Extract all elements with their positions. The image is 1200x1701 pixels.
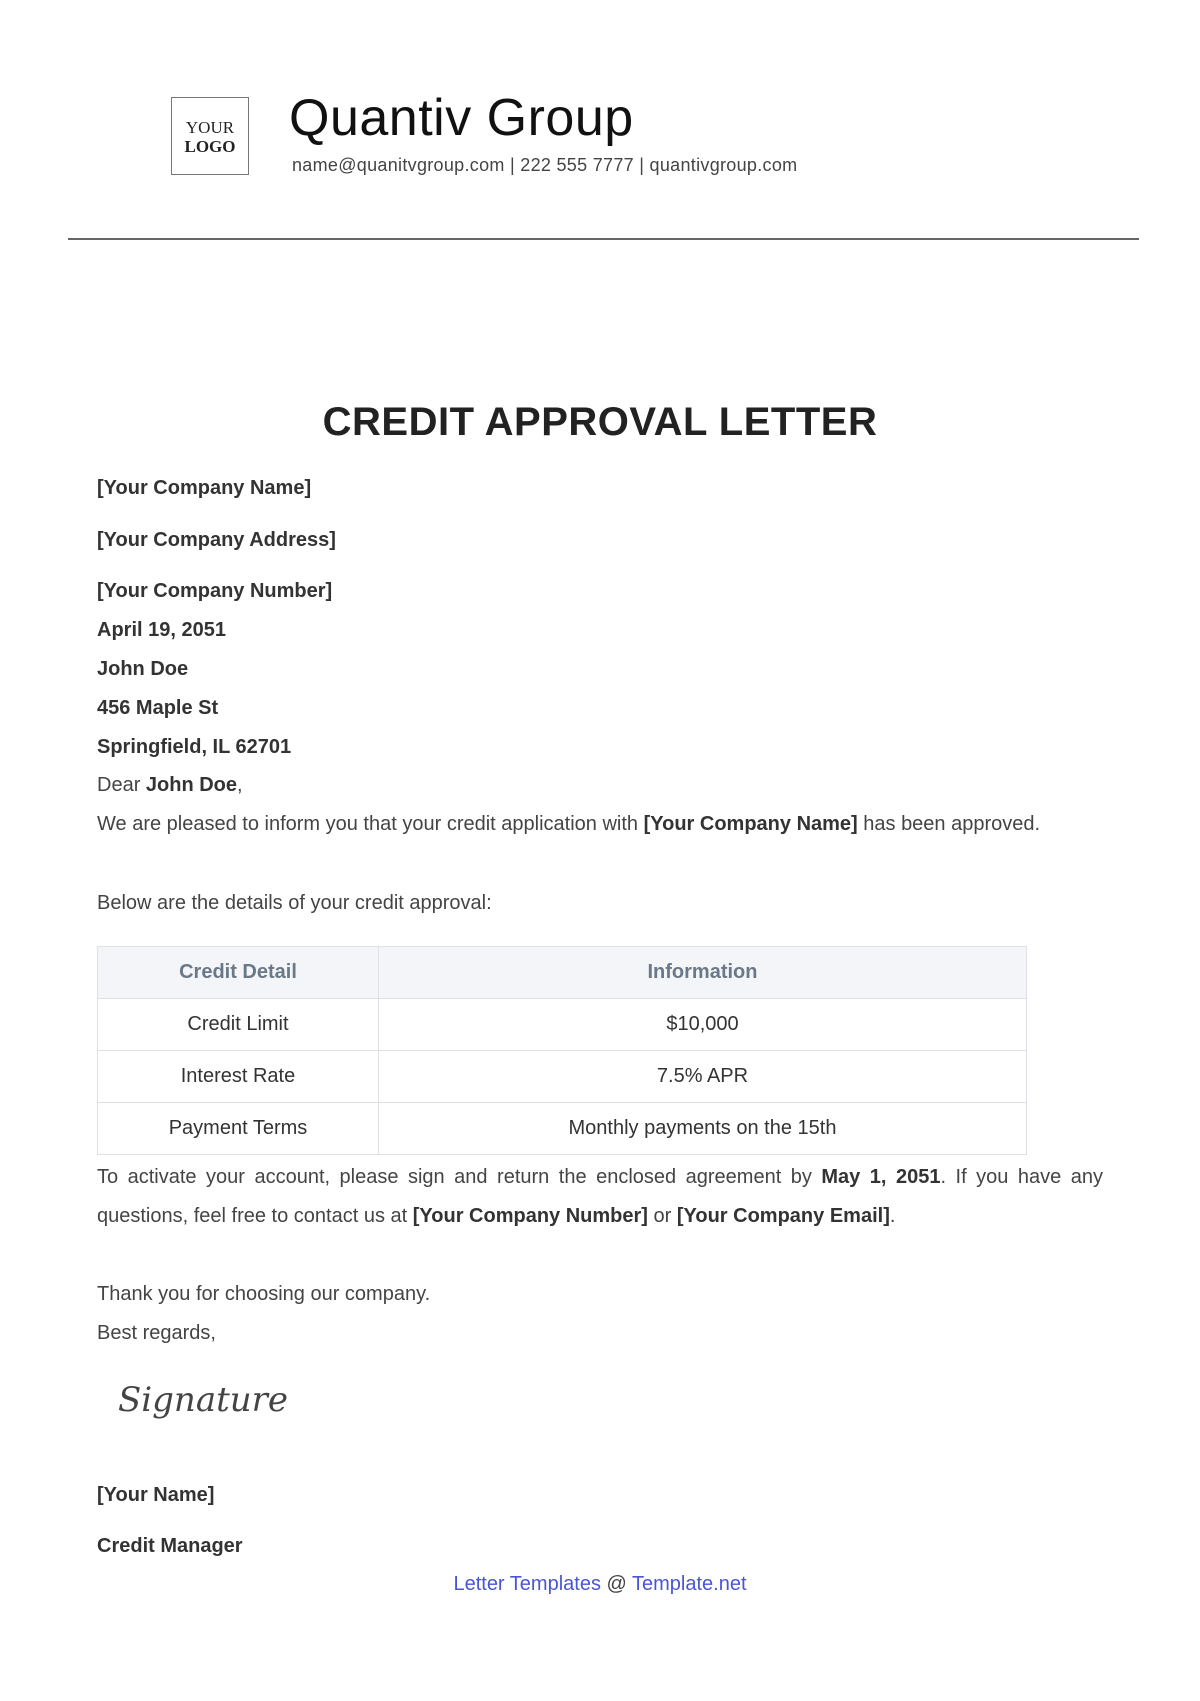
footer-separator: @: [600, 1573, 633, 1595]
company-logo: [171, 97, 249, 175]
sender-name: [Your Company Name]: [97, 477, 312, 499]
table-cell: $10,000: [379, 999, 1027, 1051]
activation-paragraph: To activate your account, please sign and return the enclosed agreement by May 1, 2051. If you have any questions, feel free to contact us at [Your Company Number] or [Your Company Email].: [97, 1166, 1103, 1227]
thanks-line: Thank you for choosing our company.: [97, 1283, 431, 1305]
sender-number: [Your Company Number]: [97, 580, 333, 602]
table-cell: Credit Limit: [98, 999, 379, 1051]
sender-address: [Your Company Address]: [97, 529, 336, 551]
template-net-link[interactable]: Template.net: [632, 1573, 747, 1595]
table-cell: Monthly payments on the 15th: [379, 1103, 1027, 1155]
closing-line: Best regards,: [97, 1322, 216, 1344]
column-header: Information: [379, 947, 1027, 999]
logo-line-2: LOGO: [184, 137, 236, 156]
salutation: Dear John Doe,: [97, 774, 243, 796]
footer: [0, 1573, 1200, 1596]
signature-image: Signature: [118, 1380, 289, 1420]
company-name: Quantiv Group: [289, 89, 634, 147]
table-cell: Payment Terms: [98, 1103, 379, 1155]
signer-name: [Your Name]: [97, 1484, 215, 1506]
table-header-row: [98, 947, 1027, 999]
logo-line-1: YOUR: [185, 118, 235, 137]
signer-role: Credit Manager: [97, 1535, 243, 1557]
details-intro: Below are the details of your credit approval:: [97, 892, 492, 914]
credit-details-table: [97, 946, 1027, 1155]
recipient-street: 456 Maple St: [97, 697, 219, 719]
letter-title: CREDIT APPROVAL LETTER: [322, 400, 878, 444]
recipient-name: John Doe: [97, 658, 189, 680]
recipient-city: Springfield, IL 62701: [97, 736, 292, 758]
table-row: [98, 1051, 1027, 1103]
company-contact: name@quanitvgroup.com | 222 555 7777 | quantivgroup.com: [292, 155, 798, 175]
table-cell: Interest Rate: [98, 1051, 379, 1103]
letter-date: April 19, 2051: [97, 619, 226, 641]
letter-templates-link[interactable]: Letter Templates: [453, 1573, 601, 1595]
approval-paragraph: We are pleased to inform you that your credit application with [Your Company Name] has been approved.: [97, 813, 1041, 835]
table-row: [98, 1103, 1027, 1155]
header-divider: [68, 238, 1139, 240]
column-header: Credit Detail: [98, 947, 379, 999]
table-row: [98, 999, 1027, 1051]
table-cell: 7.5% APR: [379, 1051, 1027, 1103]
